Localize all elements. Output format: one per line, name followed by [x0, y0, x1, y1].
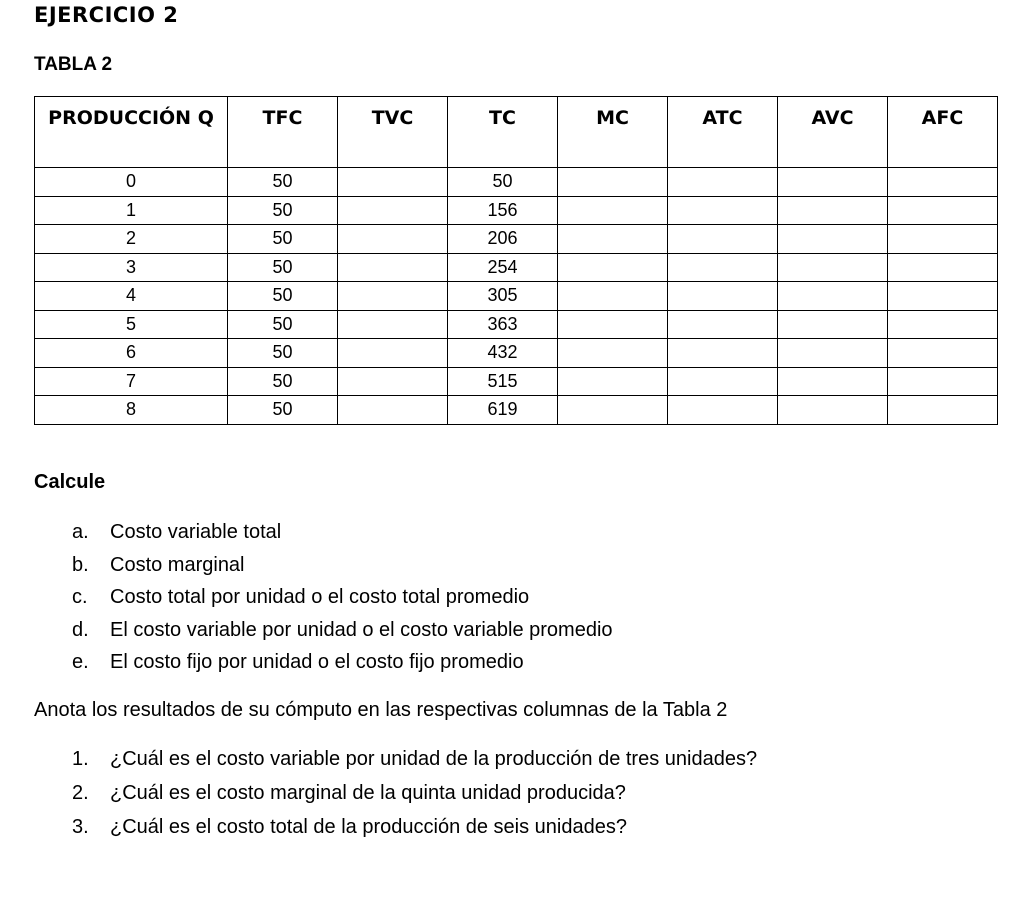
- table-cell: [338, 253, 448, 282]
- table-row: [35, 196, 998, 225]
- table-cell: [558, 282, 668, 311]
- list-text: El costo fijo por unidad o el costo fijo promedio: [110, 651, 524, 673]
- header-row: [35, 97, 998, 168]
- task-item: [72, 552, 613, 585]
- task-item: [72, 617, 613, 650]
- table-row: [35, 367, 998, 396]
- table-cell: [778, 310, 888, 339]
- table-cell: [668, 253, 778, 282]
- list-marker: 2.: [72, 782, 89, 804]
- table-cell: [888, 196, 998, 225]
- table-cell: [778, 367, 888, 396]
- table-cell: 50: [228, 168, 338, 197]
- table-cell: [558, 225, 668, 254]
- calculate-label: Calcule: [34, 471, 106, 493]
- table-cell: [778, 253, 888, 282]
- list-marker: a.: [72, 521, 89, 543]
- list-text: El costo variable por unidad o el costo variable promedio: [110, 618, 613, 641]
- task-item: [72, 519, 613, 552]
- table-cell: 5: [35, 310, 228, 339]
- table-cell: [668, 339, 778, 368]
- list-text: ¿Cuál es el costo variable por unidad de la producción de tres unidades?: [110, 748, 758, 770]
- table-cell: [888, 168, 998, 197]
- table-cell: 619: [448, 396, 558, 425]
- question-item: [72, 780, 757, 814]
- exercise-title: EJERCICIO 2: [34, 3, 179, 27]
- list-text: Costo total por unidad o el costo total promedio: [110, 586, 530, 608]
- table-cell: [558, 310, 668, 339]
- cost-table: [34, 96, 998, 425]
- table-cell: [558, 396, 668, 425]
- table-cell: [888, 310, 998, 339]
- table-cell: 2: [35, 225, 228, 254]
- table-cell: 156: [448, 196, 558, 225]
- list-text: ¿Cuál es el costo total de la producción de seis unidades?: [110, 816, 627, 838]
- table-cell: [338, 396, 448, 425]
- table-cell: [888, 225, 998, 254]
- table-body: [35, 168, 998, 425]
- table-row: [35, 168, 998, 197]
- table-cell: 305: [448, 282, 558, 311]
- table-cell: 50: [228, 396, 338, 425]
- question-list: [72, 746, 757, 848]
- table-cell: [668, 225, 778, 254]
- table-row: [35, 253, 998, 282]
- table-cell: [778, 339, 888, 368]
- table-cell: [668, 196, 778, 225]
- table-cell: [558, 196, 668, 225]
- table-cell: [668, 282, 778, 311]
- table-cell: [668, 396, 778, 425]
- table-cell: 515: [448, 367, 558, 396]
- table-cell: 50: [228, 225, 338, 254]
- table-cell: [778, 168, 888, 197]
- table-cell: 50: [228, 339, 338, 368]
- table-row: [35, 310, 998, 339]
- table-cell: [888, 367, 998, 396]
- table-cell: [338, 225, 448, 254]
- list-text: Costo marginal: [110, 553, 245, 576]
- table-cell: 50: [228, 196, 338, 225]
- table-cell: [558, 168, 668, 197]
- table-cell: [338, 310, 448, 339]
- question-item: [72, 746, 757, 780]
- table-cell: 363: [448, 310, 558, 339]
- column-header: MC: [558, 97, 668, 168]
- table-cell: 432: [448, 339, 558, 368]
- question-item: [72, 814, 757, 848]
- table-cell: [668, 310, 778, 339]
- table-row: [35, 339, 998, 368]
- list-text: ¿Cuál es el costo marginal de la quinta unidad producida?: [110, 782, 626, 804]
- task-list: [72, 519, 613, 682]
- table-row: [35, 396, 998, 425]
- table-cell: [668, 367, 778, 396]
- table-cell: [338, 339, 448, 368]
- table-cell: 6: [35, 339, 228, 368]
- table-cell: 0: [35, 168, 228, 197]
- table-cell: [888, 339, 998, 368]
- table-cell: 50: [228, 310, 338, 339]
- table-cell: [668, 168, 778, 197]
- table-title: TABLA 2: [34, 54, 113, 75]
- table-cell: 1: [35, 196, 228, 225]
- table-cell: 254: [448, 253, 558, 282]
- table-cell: [558, 253, 668, 282]
- task-item: [72, 649, 613, 682]
- list-marker: b.: [72, 553, 89, 576]
- list-marker: c.: [72, 586, 88, 608]
- instruction-text: Anota los resultados de su cómputo en las respectivas columnas de la Tabla 2: [34, 699, 728, 721]
- table-cell: 3: [35, 253, 228, 282]
- task-item: [72, 584, 613, 617]
- table-cell: [778, 196, 888, 225]
- table-cell: [338, 168, 448, 197]
- table-cell: [778, 282, 888, 311]
- table-cell: 50: [228, 253, 338, 282]
- column-header: TVC: [338, 97, 448, 168]
- column-header: AVC: [778, 97, 888, 168]
- table-cell: [338, 282, 448, 311]
- column-header: TC: [448, 97, 558, 168]
- list-text: Costo variable total: [110, 521, 282, 543]
- table-cell: 4: [35, 282, 228, 311]
- list-marker: 3.: [72, 816, 89, 838]
- table-cell: 206: [448, 225, 558, 254]
- table-row: [35, 282, 998, 311]
- table-cell: [888, 282, 998, 311]
- column-header: ATC: [668, 97, 778, 168]
- table-cell: 7: [35, 367, 228, 396]
- column-header: TFC: [228, 97, 338, 168]
- table-cell: [778, 225, 888, 254]
- table-cell: [558, 339, 668, 368]
- column-header: PRODUCCIÓN Q: [35, 97, 228, 168]
- table-cell: 50: [448, 168, 558, 197]
- table-cell: [778, 396, 888, 425]
- table-cell: [338, 196, 448, 225]
- list-marker: e.: [72, 651, 89, 673]
- table-header: [35, 97, 998, 168]
- table-cell: 8: [35, 396, 228, 425]
- table-cell: [888, 396, 998, 425]
- list-marker: 1.: [72, 748, 89, 770]
- table-cell: [888, 253, 998, 282]
- table-cell: [558, 367, 668, 396]
- table-cell: 50: [228, 282, 338, 311]
- column-header: AFC: [888, 97, 998, 168]
- table-cell: [338, 367, 448, 396]
- list-marker: d.: [72, 618, 89, 641]
- table-cell: 50: [228, 367, 338, 396]
- table-row: [35, 225, 998, 254]
